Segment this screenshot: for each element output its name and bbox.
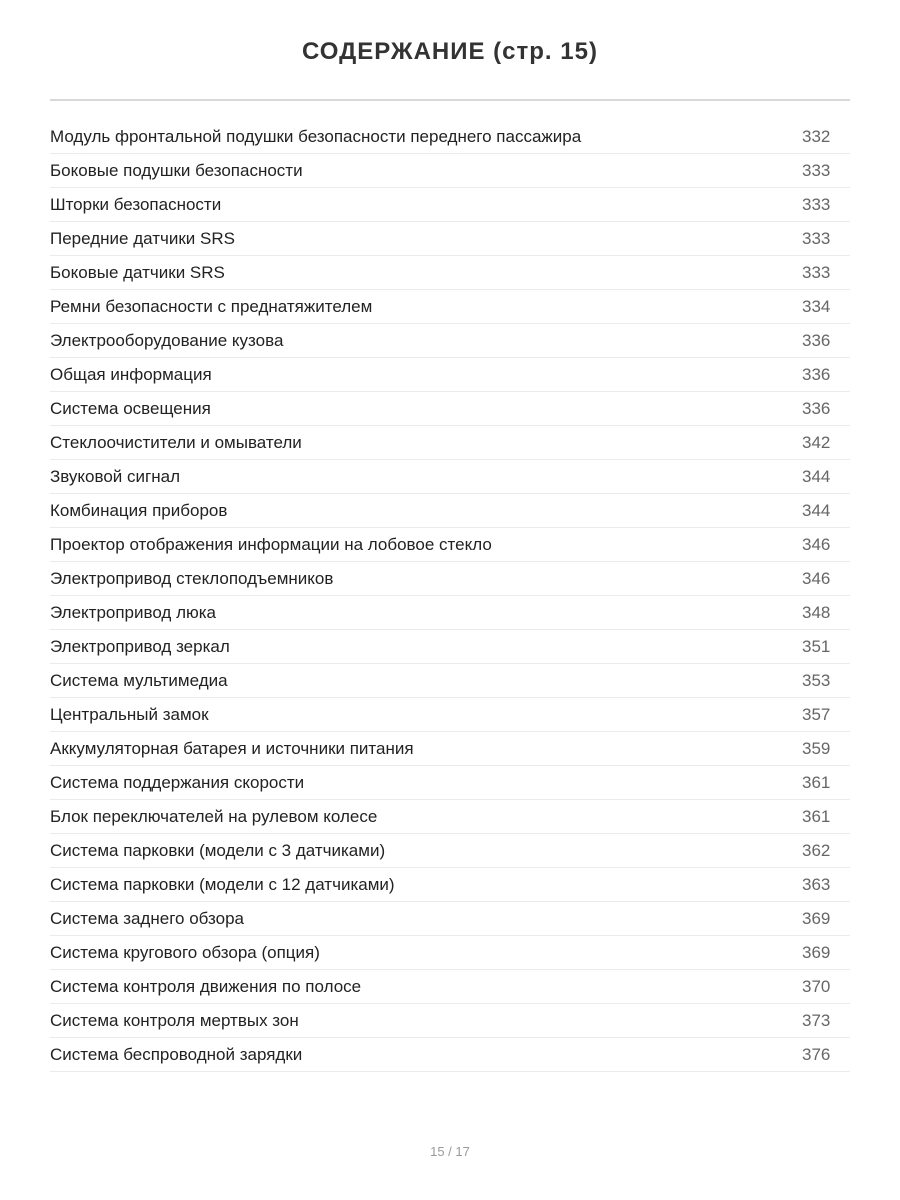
toc-entry-title: Шторки безопасности [50,194,222,214]
toc-entry-page: 370 [802,976,831,996]
toc-entry-page: 334 [802,296,831,316]
toc-entry[interactable] [50,766,850,800]
toc-entry-title: Электропривод люка [50,602,217,622]
toc-entry-page: 373 [802,1010,831,1030]
toc-entry-page: 362 [802,840,831,860]
toc-entry-title: Система беспроводной зарядки [50,1044,303,1064]
toc-entry-title: Модуль фронтальной подушки безопасности переднего пассажира [50,126,582,146]
toc-entry-page: 332 [802,126,831,146]
toc-entry[interactable] [50,358,850,392]
toc-entry-title: Система контроля мертвых зон [50,1010,299,1030]
toc-entry[interactable] [50,970,850,1004]
toc-entry[interactable] [50,290,850,324]
toc-entry-title: Общая информация [50,364,212,384]
toc-entry-page: 336 [802,364,831,384]
toc-entry-page: 346 [802,568,831,588]
toc-entry-page: 357 [802,704,831,724]
toc-entry-title: Система мультимедиа [50,670,228,690]
toc-list [50,120,850,1072]
toc-entry-page: 336 [802,330,831,350]
title-divider [50,99,850,101]
toc-entry-page: 333 [802,262,831,282]
toc-entry[interactable] [50,800,850,834]
toc-entry[interactable] [50,630,850,664]
toc-entry-page: 348 [802,602,831,622]
toc-entry-page: 361 [802,772,831,792]
toc-entry-title: Система контроля движения по полосе [50,976,362,996]
toc-entry[interactable] [50,392,850,426]
toc-entry-page: 344 [802,466,831,486]
toc-entry-title: Система заднего обзора [50,908,244,928]
toc-entry-page: 333 [802,160,831,180]
toc-entry-page: 342 [802,432,831,452]
toc-entry[interactable] [50,188,850,222]
toc-entry-page: 361 [802,806,831,826]
toc-entry[interactable] [50,222,850,256]
toc-entry-page: 363 [802,874,831,894]
toc-entry[interactable] [50,494,850,528]
toc-entry-title: Проектор отображения информации на лобовое стекло [50,534,492,554]
toc-entry[interactable] [50,698,850,732]
toc-entry[interactable] [50,1038,850,1072]
toc-entry[interactable] [50,834,850,868]
toc-entry-title: Система парковки (модели с 12 датчиками) [50,874,395,894]
toc-entry-title: Система парковки (модели с 3 датчиками) [50,840,386,860]
toc-entry-title: Система кругового обзора (опция) [50,942,320,962]
toc-entry-title: Блок переключателей на рулевом колесе [50,806,378,826]
toc-entry[interactable] [50,664,850,698]
page-title: СОДЕРЖАНИЕ (стр. 15) [302,38,598,65]
toc-entry[interactable] [50,562,850,596]
toc-entry-title: Боковые подушки безопасности [50,160,303,180]
toc-entry[interactable] [50,324,850,358]
toc-entry-title: Комбинация приборов [50,500,228,520]
toc-entry-page: 353 [802,670,831,690]
toc-entry[interactable] [50,732,850,766]
toc-entry-title: Электропривод зеркал [50,636,230,656]
toc-entry[interactable] [50,596,850,630]
toc-entry-title: Стеклоочистители и омыватели [50,432,302,452]
toc-entry[interactable] [50,256,850,290]
toc-entry-title: Электропривод стеклоподъемников [50,568,334,588]
toc-entry-title: Электрооборудование кузова [50,330,284,350]
toc-entry-title: Система поддержания скорости [50,772,305,792]
toc-entry[interactable] [50,528,850,562]
toc-entry[interactable] [50,902,850,936]
toc-entry[interactable] [50,1004,850,1038]
page-counter: 15 / 17 [430,1144,470,1159]
toc-entry-page: 336 [802,398,831,418]
toc-entry[interactable] [50,460,850,494]
toc-entry[interactable] [50,426,850,460]
toc-entry-title: Звуковой сигнал [50,466,180,486]
toc-entry-title: Ремни безопасности с преднатяжителем [50,296,373,316]
toc-entry[interactable] [50,120,850,154]
toc-entry-page: 369 [802,942,831,962]
toc-entry[interactable] [50,154,850,188]
toc-entry-page: 359 [802,738,831,758]
toc-entry[interactable] [50,868,850,902]
toc-entry-title: Боковые датчики SRS [50,262,225,282]
toc-entry-page: 369 [802,908,831,928]
toc-entry-page: 376 [802,1044,831,1064]
toc-entry-page: 344 [802,500,831,520]
toc-entry-page: 351 [802,636,831,656]
toc-entry-title: Аккумуляторная батарея и источники питания [50,738,414,758]
toc-entry-title: Система освещения [50,398,211,418]
toc-entry-page: 333 [802,228,831,248]
toc-entry[interactable] [50,936,850,970]
toc-entry-page: 346 [802,534,831,554]
toc-entry-title: Центральный замок [50,704,209,724]
toc-entry-page: 333 [802,194,831,214]
toc-entry-title: Передние датчики SRS [50,228,235,248]
